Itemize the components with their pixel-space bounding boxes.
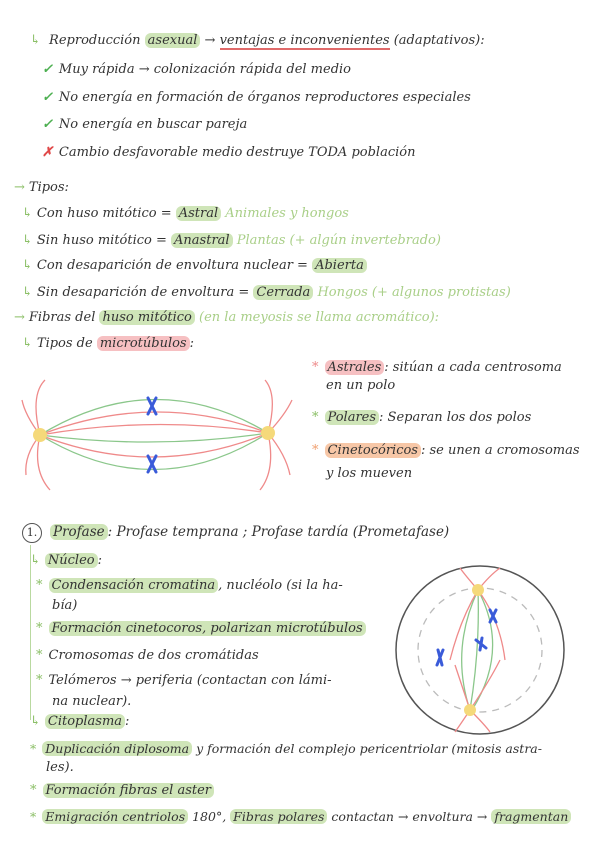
nucleo-item: * Condensación cromatina , nucléolo (si la ha- <box>36 578 343 593</box>
tipos-row: ↳ Con huso mitótico = Astral Animales y hongos <box>22 206 349 221</box>
arrow-right-icon: → <box>14 310 25 325</box>
microtubule-type-cont: y los mueven <box>326 466 413 481</box>
hook-arrow-icon: ↳ <box>30 553 41 568</box>
asterisk-icon: * <box>312 360 319 375</box>
microtubule-type: * Polares : Separan los dos polos <box>312 410 532 425</box>
asterisk-icon: * <box>312 410 319 425</box>
cross-icon: ✗ <box>42 145 53 160</box>
cito-item: * Duplicación diplosoma y formación del complejo pericentriolar (mitosis astra- <box>30 741 542 756</box>
nucleo-item: * Cromosomas de dos cromátidas <box>36 648 259 663</box>
hook-arrow-icon: ↳ <box>22 336 33 351</box>
check-icon: ✓ <box>42 117 53 132</box>
list-item: ✗ Cambio desfavorable medio destruye TODA población <box>42 145 416 160</box>
hook-arrow-icon: ↳ <box>30 714 41 729</box>
microtubule-type: * Astrales : sitúan a cada centrosoma <box>312 360 562 375</box>
step-number: 1. <box>22 523 42 543</box>
list-item: ✓ No energía en buscar pareja <box>42 117 248 132</box>
microtubule-type-cont: en un polo <box>326 378 396 393</box>
hook-arrow-icon: ↳ <box>22 233 33 248</box>
microtubulos-heading: ↳ Tipos de microtúbulos : <box>22 336 194 351</box>
nucleo-item-cont: na nuclear). <box>52 694 132 709</box>
nucleo-item: * Formación cinetocoros, polarizan microtúbulos <box>36 621 366 637</box>
check-icon: ✓ <box>42 62 53 77</box>
cito-item-cont: les). <box>46 760 74 775</box>
cito-item: * Emigración centriolos 180°, Fibras polares contactan → envoltura → fragmentan <box>30 809 571 825</box>
tipos-heading: → Tipos: <box>14 180 69 195</box>
asterisk-icon: * <box>30 783 37 798</box>
arrow-right-icon: → <box>14 180 25 195</box>
tipos-row: ↳ Con desaparición de envoltura nuclear = Abierta <box>22 258 367 274</box>
asterisk-icon: * <box>36 673 43 688</box>
asterisk-icon: * <box>36 578 43 593</box>
tipos-row: ↳ Sin desaparición de envoltura = Cerrada Hongos (+ algunos protistas) <box>22 285 511 300</box>
nucleo-item-cont: bía) <box>52 598 78 613</box>
nucleo-heading: ↳ Núcleo : <box>30 553 103 568</box>
list-item: ✓ No energía en formación de órganos reproductores especiales <box>42 90 471 105</box>
asterisk-icon: * <box>36 648 43 663</box>
list-item: ✓ Muy rápida → colonización rápida del medio <box>42 62 352 77</box>
tree-line <box>30 545 31 720</box>
profase-heading: 1. Profase : Profase temprana ; Profase tardía (Prometafase) <box>22 523 449 543</box>
microtubule-type: * Cinetocóricos : se unen a cromosomas <box>312 443 580 458</box>
hook-arrow-icon: ↳ <box>22 285 33 300</box>
asterisk-icon: * <box>30 741 37 756</box>
fibras-heading: → Fibras del huso mitótico (en la meyosis se llama acromático): <box>14 310 440 325</box>
asterisk-icon: * <box>30 809 37 824</box>
nucleo-item: * Telómeros → periferia (contactan con lámi- <box>36 673 332 688</box>
hook-arrow-icon: ↳ <box>30 33 41 48</box>
profase-cell-diagram <box>390 560 570 740</box>
tipos-row: ↳ Sin huso mitótico = Anastral Plantas (+ algún invertebrado) <box>22 233 441 248</box>
cito-item: * Formación fibras el aster <box>30 783 214 799</box>
asterisk-icon: * <box>312 443 319 458</box>
citoplasma-heading: ↳ Citoplasma : <box>30 714 130 729</box>
asterisk-icon: * <box>36 621 43 636</box>
hook-arrow-icon: ↳ <box>22 206 33 221</box>
hook-arrow-icon: ↳ <box>22 258 33 273</box>
spindle-diagram <box>10 370 310 500</box>
check-icon: ✓ <box>42 90 53 105</box>
reproduccion-heading: ↳ Reproducción asexual → ventajas e inconvenientes (adaptativos): <box>30 33 485 48</box>
